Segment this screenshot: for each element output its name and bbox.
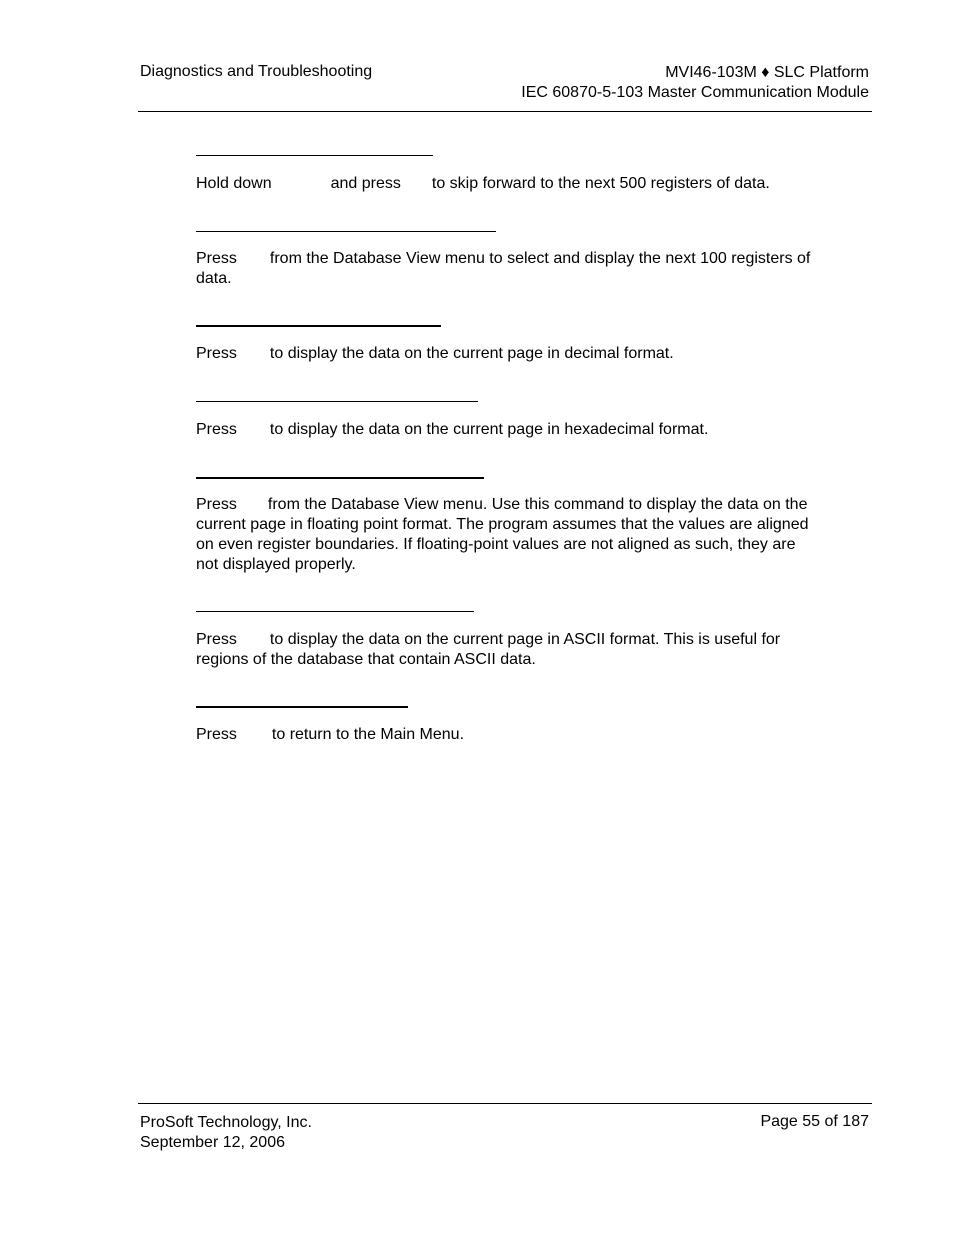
section-text-3: Press to display the data on the current page in decimal format. xyxy=(196,345,674,362)
section-text-1: Hold down and press to skip forward to the next 500 registers of data. xyxy=(196,175,770,192)
header-rule xyxy=(138,111,872,112)
section-text-6: Press to display the data on the current page in ASCII format. This is useful for regions of the database that contain ASCII data. xyxy=(196,631,781,668)
header-product xyxy=(521,63,869,103)
section-heading-rule-6 xyxy=(196,611,474,612)
footer-page-number: Page 55 of 187 xyxy=(760,1113,869,1130)
header-section-title: Diagnostics and Troubleshooting xyxy=(140,63,373,80)
footer-left xyxy=(140,1113,312,1153)
section-heading-rule-3 xyxy=(196,325,441,327)
header-product-line2: IEC 60870-5-103 Master Communication Module xyxy=(521,84,869,101)
section-text-4: Press to display the data on the current page in hexadecimal format. xyxy=(196,421,709,438)
section-text-5: Press from the Database View menu. Use this command to display the data on the current page in floating point format. The program assumes that the values are aligned on even register boundaries. If floating-point values are not aligned as such, they are not displayed properly. xyxy=(196,496,809,573)
section-heading-rule-4 xyxy=(196,401,478,402)
section-heading-rule-1 xyxy=(196,155,433,156)
section-heading-rule-7 xyxy=(196,706,408,708)
section-text-2: Press from the Database View menu to select and display the next 100 registers of data. xyxy=(196,250,811,287)
section-text-7: Press to return to the Main Menu. xyxy=(196,726,465,743)
footer-company: ProSoft Technology, Inc. xyxy=(140,1114,312,1131)
section-heading-rule-5 xyxy=(196,477,484,479)
footer-date: September 12, 2006 xyxy=(140,1134,285,1151)
section-heading-rule-2 xyxy=(196,231,496,232)
footer-rule xyxy=(138,1103,872,1104)
header-product-line1: MVI46-103M ♦ SLC Platform xyxy=(665,64,869,81)
